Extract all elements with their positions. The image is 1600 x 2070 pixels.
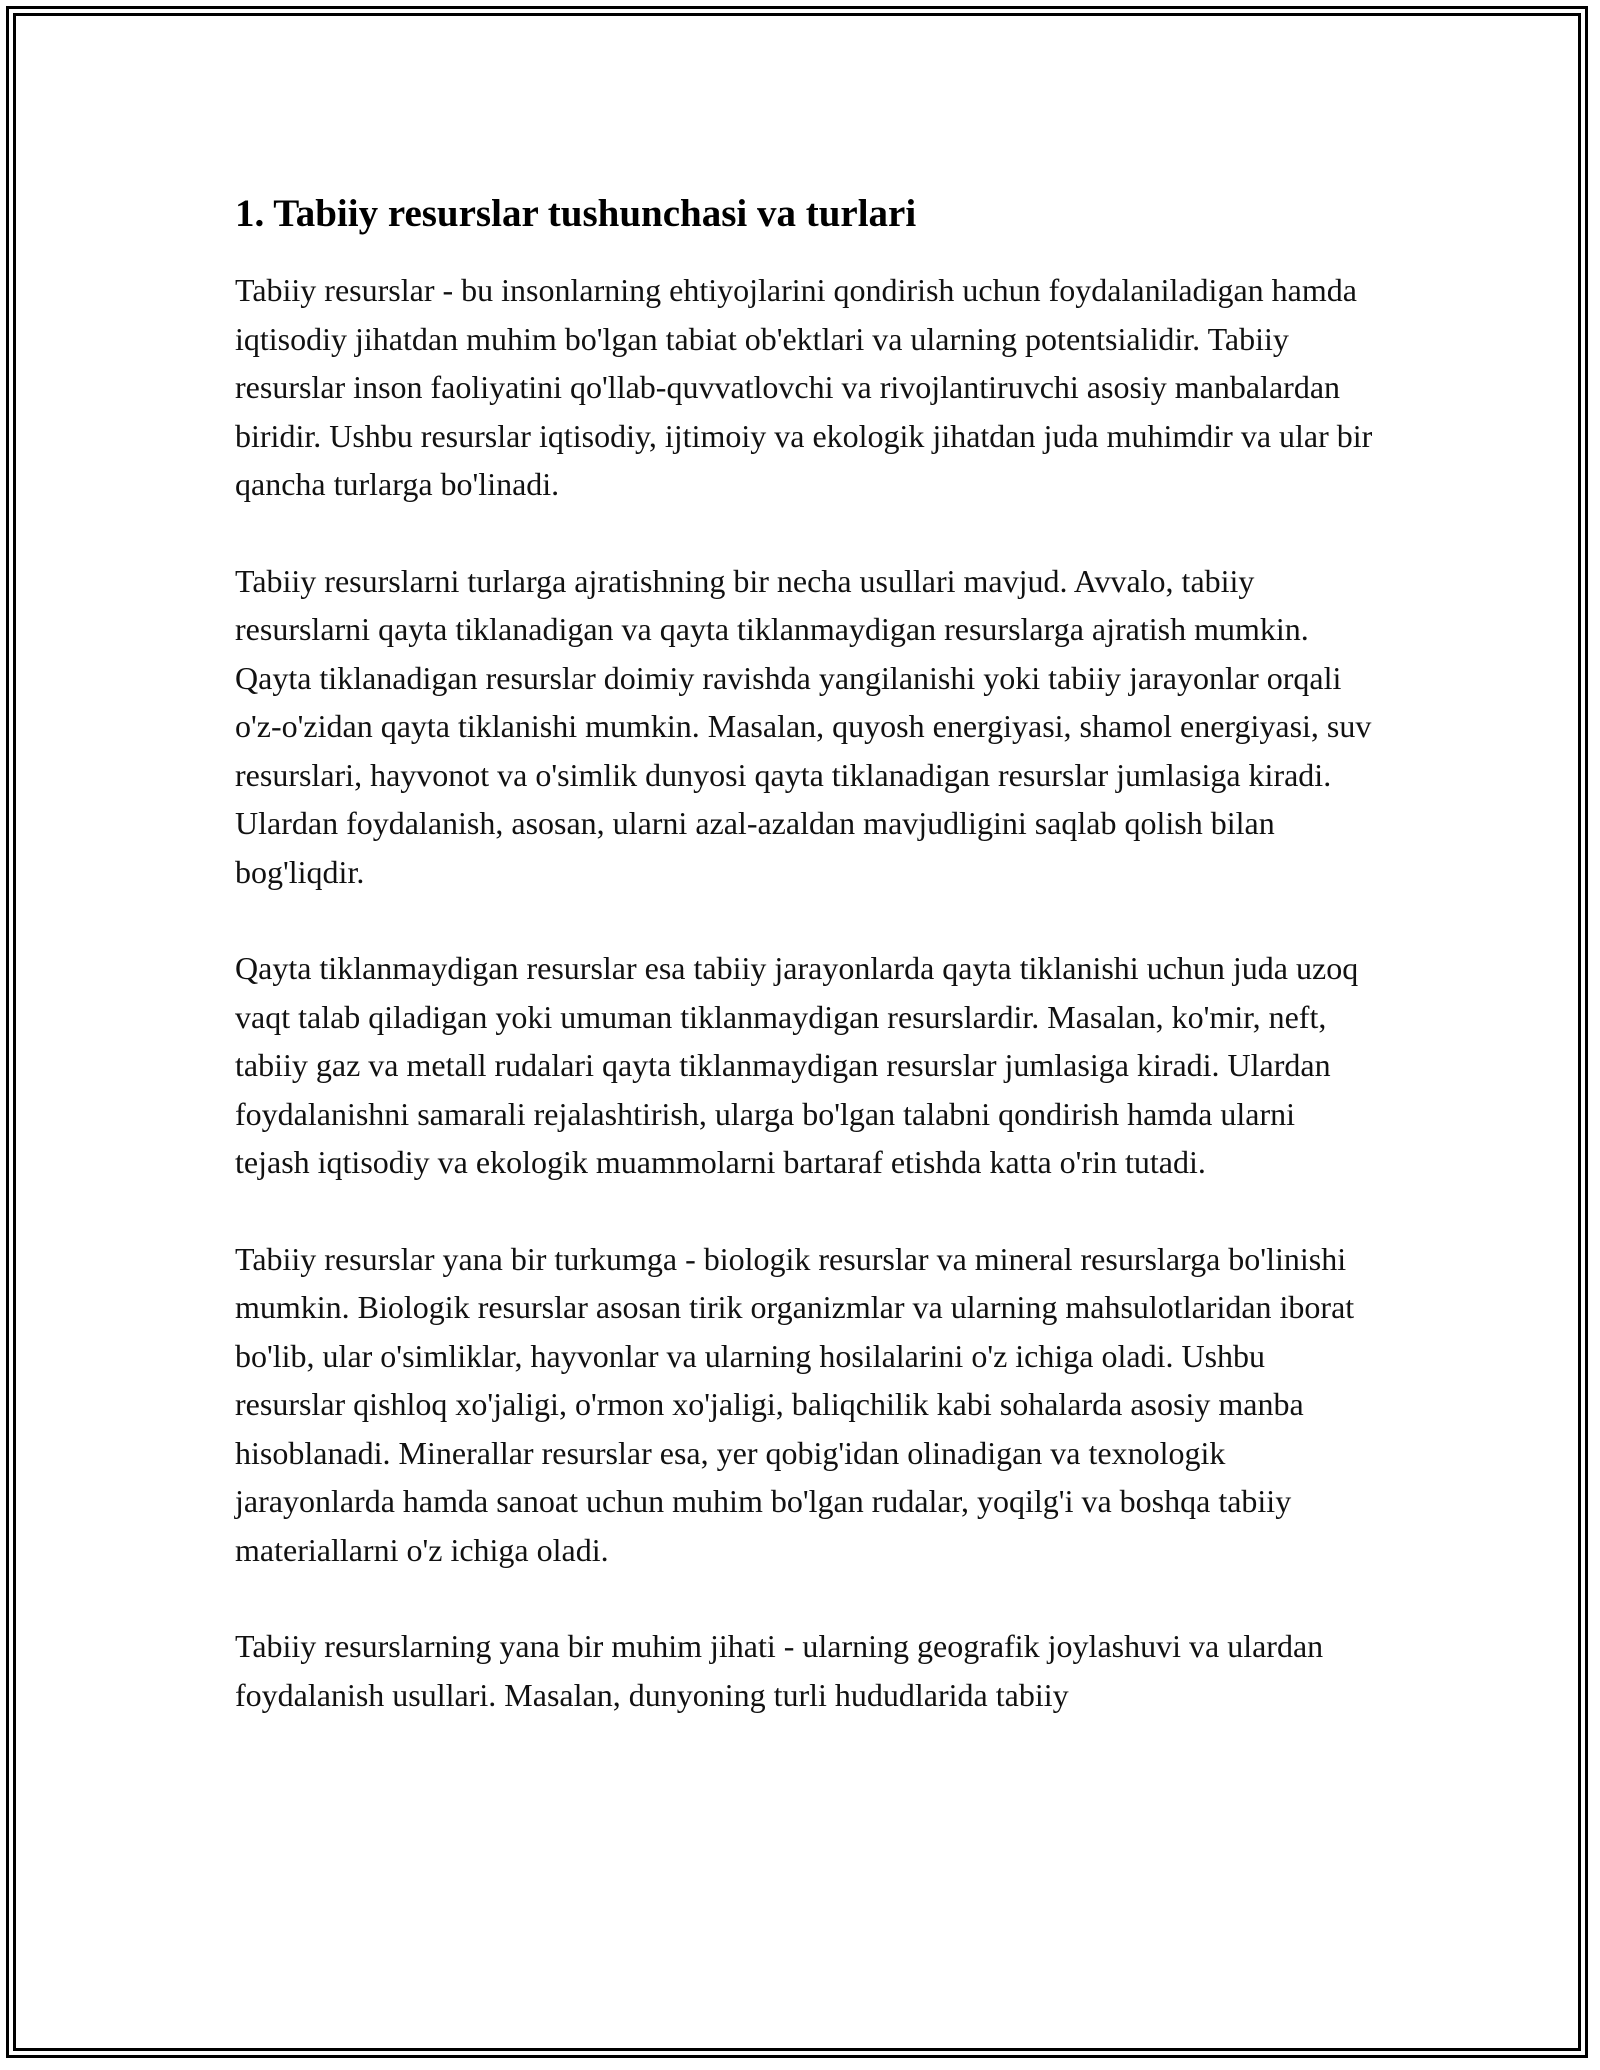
paragraph-classification: Tabiiy resurslarni turlarga ajratishning bir necha usullari mavjud. Avvalo, tabiiy resurslarni qayta tiklanadigan va qayta tiklanmaydigan resurslarga ajratish mumkin. Qayta tiklanadigan resurslar doimiy ravishda yangilanishi yoki tabiiy jarayonlar orqali o'z-o'zidan qayta tiklanishi mumkin. Masalan, quyosh energiyasi, shamol energiyasi, suv resurslari, hayvonot va o'simlik dunyosi qayta tiklanadigan resurslar jumlasiga kiradi. Ulardan foydalanish, asosan, ularni azal-azaldan mavjudligini saqlab qolish bilan bog'liqdir. xyxy=(235,562,1372,890)
section-heading: 1. Tabiiy resurslar tushunchasi va turlari xyxy=(235,192,917,235)
paragraph-definition: Tabiiy resurslar - bu insonlarning ehtiyojlarini qondirish uchun foydalaniladigan hamda iqtisodiy jihatdan muhim bo'lgan tabiat ob'ektlari va ularning potentsialidir. Tabiiy resurslar inson faoliyatini qo'llab-quvvatlovchi va rivojlantiruvchi asosiy manbalardan biridir. Ushbu resurslar iqtisodiy, ijtimoiy va ekologik jihatdan juda muhimdir va ular bir qancha turlarga bo'linadi. xyxy=(235,272,1373,502)
paragraph-biological-mineral: Tabiiy resurslar yana bir turkumga - biologik resurslar va mineral resurslarga bo'linishi mumkin. Biologik resurslar asosan tirik organizmlar va ularning mahsulotlaridan iborat bo'lib, ular o'simliklar, hayvonlar va ularning hosilalarini o'z ichiga oladi. Ushbu resurslar qishloq xo'jaligi, o'rmon xo'jaligi, baliqchilik kabi sohalarda asosiy manba hisoblanadi. Minerallar resurslar esa, yer qobig'idan olinadigan va texnologik jarayonlarda hamda sanoat uchun muhim bo'lgan rudalar, yoqilg'i va boshqa tabiiy materiallarni o'z ichiga oladi. xyxy=(235,1240,1355,1568)
paragraph-non-renewable: Qayta tiklanmaydigan resurslar esa tabiiy jarayonlarda qayta tiklanishi uchun juda uzoq vaqt talab qiladigan yoki umuman tiklanmaydigan resurslardir. Masalan, ko'mir, neft, tabiiy gaz va metall rudalari qayta tiklanmaydigan resurslar jumlasiga kiradi. Ulardan foydalanishni samarali rejalashtirish, ularga bo'lgan talabni qondirish hamda ularni tejash iqtisodiy va ekologik muammolarni bartaraf etishda katta o'rin tutadi. xyxy=(235,950,1359,1180)
paragraph-geography: Tabiiy resurslarning yana bir muhim jihati - ularning geografik joylashuvi va ulardan foydalanish usullari. Masalan, dunyoning turli hududlarida tabiiy xyxy=(235,1628,1324,1713)
document-body xyxy=(235,186,1375,1767)
